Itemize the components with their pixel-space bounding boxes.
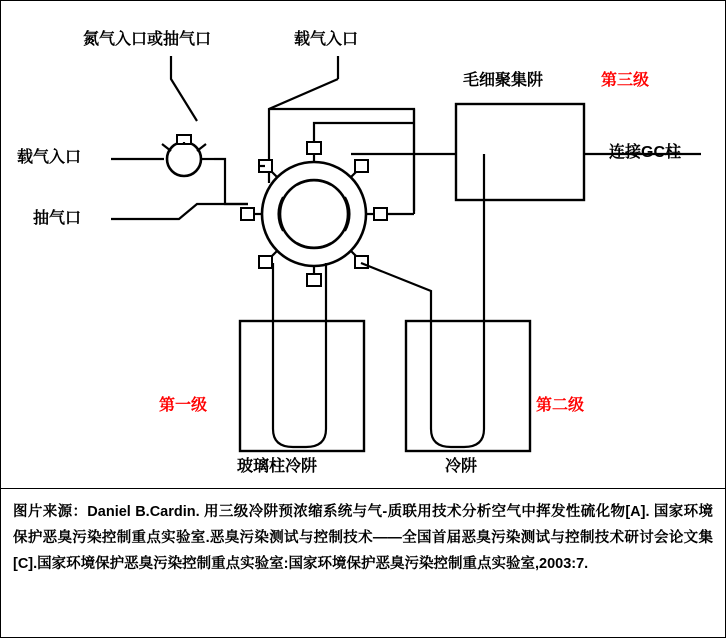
stage-two-dewar [406,321,530,451]
label-stage-two: 第二级 [536,397,585,414]
label-carrier-gas-inlet-left: 载气入口 [17,149,82,166]
label-glass-cold-trap: 玻璃柱冷阱 [237,458,318,475]
figure-caption: 图片来源：Daniel B.Cardin. 用三级冷阱预浓缩系统与气-质联用技术分析空气中挥发性硫化物[A]. 国家环境保护恶臭污染控制重点实验室.恶臭污染测试与控制技术——全国首届恶臭污染测试与控制技术研讨会论文集[C].国家环境保护恶臭污染控制重点实验室:国家环境保护恶臭污染控制重点实验室,2003:7. [1,488,725,638]
stage-one-dewar [240,321,364,451]
label-capillary-trap: 毛细聚集阱 [463,72,544,89]
capillary-trap-box [456,104,584,200]
label-cold-trap: 冷阱 [445,458,478,475]
nitrogen-inlet-line [171,56,197,121]
valve-top-line [314,123,414,142]
label-stage-one: 第一级 [159,397,208,414]
label-pump-outlet: 抽气口 [33,210,82,227]
pump-to-valve-line [214,159,248,204]
stage-one-piping [273,263,326,447]
label-carrier-gas-inlet-top: 载气入口 [294,31,359,48]
label-nitrogen-inlet: 氮气入口或抽气口 [83,31,212,48]
label-gc-column: 连接GC柱 [609,144,682,161]
pump-valve-icon [162,135,214,176]
label-stage-three: 第三级 [601,72,650,89]
diagram-area [1,1,725,488]
pump-outlet-line [111,204,248,219]
